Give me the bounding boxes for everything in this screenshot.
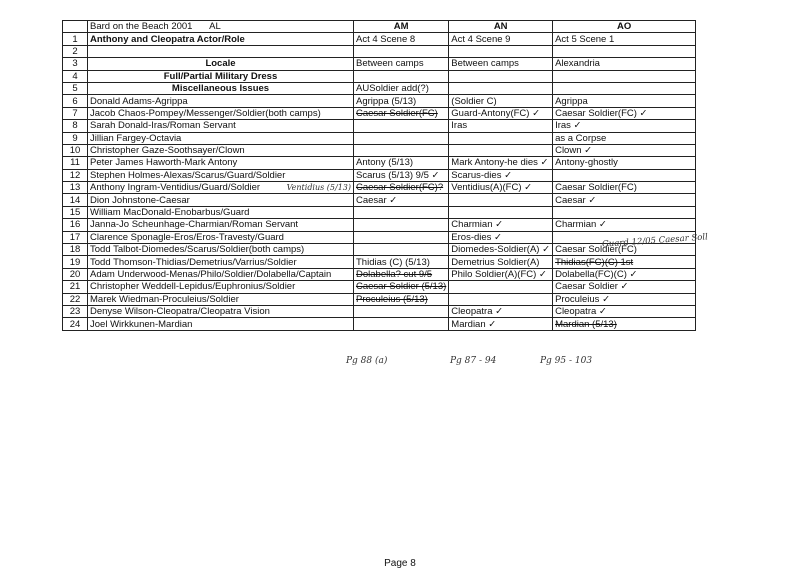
am-cell: Caesar Soldier(FC)? [354,182,449,194]
ao-cell: Caesar Soldier ✓ [553,281,696,293]
row-number: 24 [63,318,88,330]
an-cell: Cleopatra ✓ [449,305,553,317]
am-cell: Scarus (5/13) 9/5 ✓ [354,169,449,181]
an-cell: (Soldier C) [449,95,553,107]
am-cell: Dolabella? cut 9/5 [354,268,449,280]
am-cell [354,132,449,144]
an-cell: Demetrius Soldier(A) [449,256,553,268]
an-cell [449,45,553,57]
table-row [63,45,696,57]
table-row [63,244,696,256]
table-row [63,33,696,45]
row-label: Christopher Gaze-Soothsayer/Clown [88,144,354,156]
row-number: 14 [63,194,88,206]
row-label: Stephen Holmes-Alexas/Scarus/Guard/Soldier [88,169,354,181]
am-cell: Agrippa (5/13) [354,95,449,107]
row-number: 8 [63,120,88,132]
row-number: 13 [63,182,88,194]
ao-cell [553,206,696,218]
cast-sheet-table [62,20,696,331]
am-cell: Antony (5/13) [354,157,449,169]
row-label: Joel Wirkkunen-Mardian [88,318,354,330]
table-row [63,132,696,144]
table-row [63,256,696,268]
ao-cell: Caesar ✓ [553,194,696,206]
row-handwritten-note: Ventidius (5/13) [286,183,351,193]
row-number: 3 [63,58,88,70]
row-number: 1 [63,33,88,45]
ao-cell: Act 5 Scene 1 [553,33,696,45]
table-row [63,268,696,280]
row-label: Sarah Donald-Iras/Roman Servant [88,120,354,132]
ao-cell: Caesar Soldier(FC) [553,182,696,194]
note-ao-pages: Pg 95 - 103 [540,356,593,366]
col-header-ao: AO [553,21,696,33]
an-cell [449,293,553,305]
row-label: William MacDonald-Enobarbus/Guard [88,206,354,218]
row-number: 5 [63,82,88,94]
title-cell [88,21,354,33]
an-cell [449,281,553,293]
an-cell: Act 4 Scene 9 [449,33,553,45]
header-row [63,21,696,33]
ao-cell: Charmian ✓ [553,219,696,231]
col-header-an: AN [449,21,553,33]
margin-handwritten-note: Guard 12/05 Caesar Soll [601,232,709,250]
an-cell: Guard-Antony(FC) ✓ [449,107,553,119]
am-cell [354,305,449,317]
table-row [63,318,696,330]
row-label: Janna-Jo Scheunhage-Charmian/Roman Servant [88,219,354,231]
row-label: Locale [88,58,354,70]
an-cell: Mardian ✓ [449,318,553,330]
note-an-pages: Pg 87 - 94 [450,356,497,366]
an-cell [449,194,553,206]
row-number: 19 [63,256,88,268]
col-header-am: AM [354,21,449,33]
an-cell: Diomedes-Soldier(A) ✓ [449,244,553,256]
an-cell [449,82,553,94]
am-cell [354,244,449,256]
am-cell [354,206,449,218]
row-label: Todd Thomson-Thidias/Demetrius/Varrius/Soldier [88,256,354,268]
row-number: 7 [63,107,88,119]
row-number: 10 [63,144,88,156]
an-cell: Ventidius(A)(FC) ✓ [449,182,553,194]
an-cell: Between camps [449,58,553,70]
table-row [63,120,696,132]
am-cell [354,120,449,132]
cast-rows [63,33,696,330]
row-label: Donald Adams-Agrippa [88,95,354,107]
an-cell: Scarus-dies ✓ [449,169,553,181]
row-label: Jillian Fargey-Octavia [88,132,354,144]
row-number: 9 [63,132,88,144]
table-row [63,231,696,243]
am-cell [354,219,449,231]
an-cell: Charmian ✓ [449,219,553,231]
am-cell [354,70,449,82]
am-cell [354,318,449,330]
an-cell [449,132,553,144]
row-label: Dion Johnstone-Caesar [88,194,354,206]
am-cell: AUSoldier add(?) [354,82,449,94]
table-row [63,194,696,206]
table-row [63,58,696,70]
ao-cell: Alexandria [553,58,696,70]
row-number: 11 [63,157,88,169]
row-label: Denyse Wilson-Cleopatra/Cleopatra Vision [88,305,354,317]
row-number: 6 [63,95,88,107]
am-cell: Caesar ✓ [354,194,449,206]
table-row [63,107,696,119]
table-row [63,281,696,293]
row-number: 21 [63,281,88,293]
row-label [88,45,354,57]
row-label: Full/Partial Military Dress [88,70,354,82]
table-row [63,305,696,317]
ao-cell: Dolabella(FC)(C) ✓ [553,268,696,280]
am-cell: Thidias (C) (5/13) [354,256,449,268]
ao-cell: Caesar Soldier(FC) ✓ [553,107,696,119]
ao-cell: Antony-ghostly [553,157,696,169]
table-row [63,169,696,181]
table-row [63,219,696,231]
row-number: 22 [63,293,88,305]
am-cell [354,231,449,243]
am-cell [354,144,449,156]
row-number: 18 [63,244,88,256]
am-cell: Caesar Soldier (5/13) [354,281,449,293]
ao-cell: Mardian (5/13) [553,318,696,330]
an-cell [449,144,553,156]
table-row [63,182,696,194]
am-cell: Proculeius (5/13) [354,293,449,305]
ao-cell: Agrippa [553,95,696,107]
ao-cell [553,70,696,82]
row-label: Marek Wiedman-Proculeius/Soldier [88,293,354,305]
row-number: 20 [63,268,88,280]
row-label: Peter James Haworth-Mark Antony [88,157,354,169]
row-label: Jacob Chaos-Pompey/Messenger/Soldier(both camps) [88,107,354,119]
an-cell: Mark Antony-he dies ✓ [449,157,553,169]
table-row [63,206,696,218]
col-header-al: AL [209,21,221,33]
an-cell: Philo Soldier(A)(FC) ✓ [449,268,553,280]
an-cell [449,70,553,82]
sheet-title: Bard on the Beach 2001 [90,21,193,33]
table-row [63,144,696,156]
table-row [63,293,696,305]
row-label: Christopher Weddell-Lepidus/Euphronius/Soldier [88,281,354,293]
page-footer: Page 8 [384,558,416,569]
ao-cell: Cleopatra ✓ [553,305,696,317]
row-label: Miscellaneous Issues [88,82,354,94]
row-label: Clarence Sponagle-Eros/Eros-Travesty/Guard [88,231,354,243]
row-number: 2 [63,45,88,57]
ao-cell: Caesar Soldier(FC) [553,244,696,256]
ao-cell [553,82,696,94]
row-label: Anthony and Cleopatra Actor/Role [88,33,354,45]
row-number: 15 [63,206,88,218]
ao-cell: Iras ✓ [553,120,696,132]
am-cell: Between camps [354,58,449,70]
ao-cell: Thidias(FC)(C) 1st [553,256,696,268]
note-am-pages: Pg 88 (a) [346,356,388,366]
am-cell: Caesar Soldier(FC) [354,107,449,119]
row-number: 16 [63,219,88,231]
page-range-notes [0,356,800,376]
an-cell: Eros-dies ✓ [449,231,553,243]
ao-cell [553,169,696,181]
row-number: 4 [63,70,88,82]
ao-cell [553,45,696,57]
row-label-text: Anthony Ingram-Ventidius/Guard/Soldier [90,182,261,194]
row-number: 17 [63,231,88,243]
row-number: 23 [63,305,88,317]
ao-cell: Clown ✓ [553,144,696,156]
row-label: Todd Talbot-Diomedes/Scarus/Soldier(both camps) [88,244,354,256]
ao-cell: as a Corpse [553,132,696,144]
row-label [88,182,354,194]
table-row [63,157,696,169]
table-row [63,95,696,107]
corner-cell [63,21,88,33]
ao-cell: Proculeius ✓ [553,293,696,305]
row-number: 12 [63,169,88,181]
an-cell [449,206,553,218]
row-label: Adam Underwood-Menas/Philo/Soldier/Dolabella/Captain [88,268,354,280]
am-cell: Act 4 Scene 8 [354,33,449,45]
table-row [63,82,696,94]
am-cell [354,45,449,57]
an-cell: Iras [449,120,553,132]
table-row [63,70,696,82]
